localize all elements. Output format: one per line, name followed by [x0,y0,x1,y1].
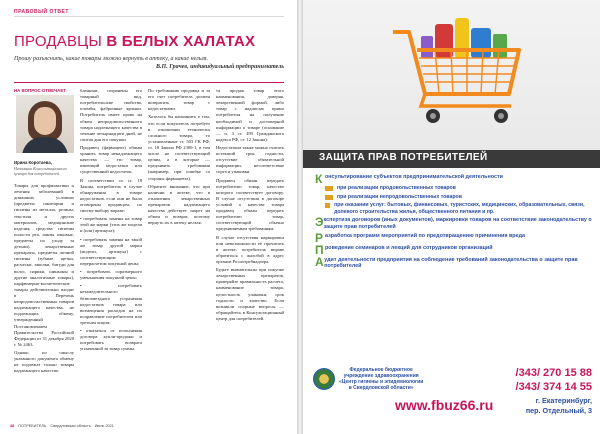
paragraph: • потребовать замены на такой же товар другой марки (модели, артикула) с соответствующим перерасчетом покупной цены; [80,236,142,266]
bullet-icon [325,195,333,200]
address: г. Екатеринбург, пер. Отдельный, 3 [525,396,592,415]
cart-photo-area [303,0,600,152]
service-subitem: при реализации продовольственных товаров [325,184,595,193]
text-column-4 [216,88,284,406]
bullet-icon [325,203,330,208]
expert-role: Начальник Консультационного центра для потребителей [14,166,68,176]
services-list [315,174,595,272]
paragraph: • потребовать соразмерного уменьшения покупной цены; [80,269,142,281]
paragraph: Недостатком также можно считать истекший срок годности, отсутствие обязательной информации, несоответствие сорта и упаковки. [216,144,284,175]
page-footer [10,424,114,428]
text-column-1 [14,183,74,403]
rubric: ПРАВОВЫЙ ОТВЕТ [14,9,69,15]
text-column-2 [80,88,142,406]
rubric-divider [14,16,284,17]
phone-number: /343/ 270 15 88 [515,367,592,379]
headline-part-b: В БЕЛЫХ ХАЛАТАХ [106,33,256,50]
paragraph: Обратите внимание, что при наличии в аптеке, что в отношении лекарственных препаратов надлежащего качества действует запрет на обмен и возврат, поэтому вернуть их в аптеку нельзя. [148,183,210,226]
website-link[interactable]: www.fbuz66.ru [395,397,494,413]
emblem-icon [313,368,335,390]
service-item [315,254,595,271]
service-text: кспертиза договоров (иных документов), маркировки товаров на соответствие законодательству о защите прав потребителей [323,217,592,230]
footer-brand: ПОТРЕБИТЕЛЬ [18,424,47,428]
service-item [315,217,595,231]
phone-number: /343/ 374 14 55 [515,381,592,393]
contact-phones [516,366,592,394]
footer-month: Июль 2021 [94,424,114,428]
service-item [315,174,595,215]
lead-author: В.П. Грачев, индивидуальный предприниматель [156,63,284,70]
service-letter: Р [315,230,324,245]
banner-title: ЗАЩИТА ПРАВ ПОТРЕБИТЕЛЕЙ [319,152,488,163]
lead-question: Прошу разъяснить, какие товары можно вернуть в аптеку, а какие нельзя. [14,56,209,62]
footer-region: Свердловская область [50,424,91,428]
right-page [303,0,600,434]
paragraph: Продавец (фармацевт) обязан хранить товар ненадлежащего качества — это товар, имеющий недостатки или существенный недостаток. [80,144,142,175]
paragraph: Товары для профилактики и лечения заболеваний в домашних условиях (предметы санитарии и гигиены из металла, резины, текстиля и других материалов, медицинские изделия, средства гигиены полости рта, линзы очковые, предметы по уходу за детьми), лекарственные препараты, предметы личной гигиены (зубные щетки, расчески, заколки, бигуди для волос, парики, шиньоны и другие аналогичные товары), парфюмерно-косметические товары действительно входят в Перечень непродовольственных товаров надлежащего качества, не подлежащих обмену, утвержденный Постановлением Правительства Российской Федерации от 31 декабря 2020 г. № 2463. [14,183,74,347]
service-text: азработка программ мероприятий по предотвращению причинения вреда [325,232,525,239]
bullet-icon [325,186,333,191]
paragraph: Хотелось бы напомнить о том, что если покупатель потребует в отношении технически сложного товара, то установленные ст. 503 ГК РФ, ст. 18 Закона РФ 2300-1, в том числе не соответствующий целям, а в которые — предъявить требования (например, при ошибке со стороны фармацевта). [148,114,210,181]
article-lead [14,56,284,72]
left-page [0,0,297,434]
paragraph: бленным, сохранены его товарный вид, потребительские свойства, пломбы, фабричные ярлыки. Потребитель имеет право на обмен непродовольственного товара надлежащего качества в течение четырнадцати дней, не считая дня его покупки. [80,88,142,142]
paragraph: • отказаться от исполнения договора купли-продажи и потребовать возврата уплаченной за товар суммы. [80,328,142,352]
headline-part-a: ПРОДАВЦЫ [14,33,107,50]
expert-name: Ирина Коротаева, [14,160,52,165]
service-letter: Э [315,215,324,229]
service-letter: К [315,172,323,186]
service-letter: А [315,254,324,269]
paragraph: • потребовать замены на товар этой же марки (этих же модели и (или) артикула); [80,216,142,234]
paragraph: По требованию продавца и за его счет потребитель должен возвратить товар с недостатками. [148,88,210,112]
service-text: удит деятельности предприятия на соблюдение требований законодательства о защите прав потребителей [324,256,578,270]
paragraph: • потребовать незамедлительного безвозмездного устранения недостатков товара или возмещения расходов на их исправление потребителем или третьим лицом; [80,283,142,325]
shopping-cart-icon [383,14,533,130]
service-text: онсультирование субъектов предпринимательской деятельности [325,174,503,180]
page-number: 38 [10,424,15,428]
paragraph: та продаж товар этого наименования, доверяя, лекарственной формой, либо товар с надписью прямо потребителя на получение необходимой и достоверной информации о товаре (основание — п. 3 ст. 495 Гражданского кодекса РФ, ст. 12 Закона). [216,88,284,142]
paragraph: В случае отсутствия маркировки или невозможности её прочитать в аптеке, потребитель вправе обратиться с жалобой в адрес органов Роспотребнадзора. [216,234,284,264]
paragraph: Будьте внимательны при покупке лекарственных препаратов, проверяйте правильность расчета, наименование товара, целостность упаковки, срок годности и качество. Если возникли спорные вопросы — обращайтесь в Консультационный центр для потребителей. [216,267,284,321]
organization-name: Федеральное бюджетное учреждение здравоохранения «Центр гигиены и эпидемиологии в Свердловской области» [339,366,424,392]
paragraph: Продавец обязан передать потребителю товар, качество которого соответствует договору. В случае отсутствия в договоре условий о качестве товара продавец обязан передать потребителю товар, соответствующий обычно предъявляемым требованиям. [216,177,284,232]
lead-divider [14,82,284,83]
organization-logo [313,366,483,392]
paragraph: Однако, по смыслу указанного документа обмену не подлежат только товары надлежащего качества. [14,349,74,374]
service-item [315,242,595,257]
service-letter: П [315,242,324,257]
service-subitem: при реализации непродовольственных товаров [325,193,595,202]
question-label: НА ВОПРОС ОТВЕЧАЕТ [14,88,66,93]
service-item [315,230,595,245]
service-subitem: при оказании услуг: бытовых, финансовых, туристских, медицинских, образовательных, связи, долевого строительства жилья, общественного питания и пр. [325,202,595,215]
service-text: роведение семинаров и лекций для сотрудников организаций [325,244,493,251]
article-headline [14,33,255,50]
paragraph: В соответствии со ст. 18 Закона, потребитель в случае обнаружения в товаре недостатков, если они не были оговорены продавцом, по своему выбору вправе: [80,177,142,214]
text-column-3 [148,88,210,406]
expert-photo [16,95,74,153]
